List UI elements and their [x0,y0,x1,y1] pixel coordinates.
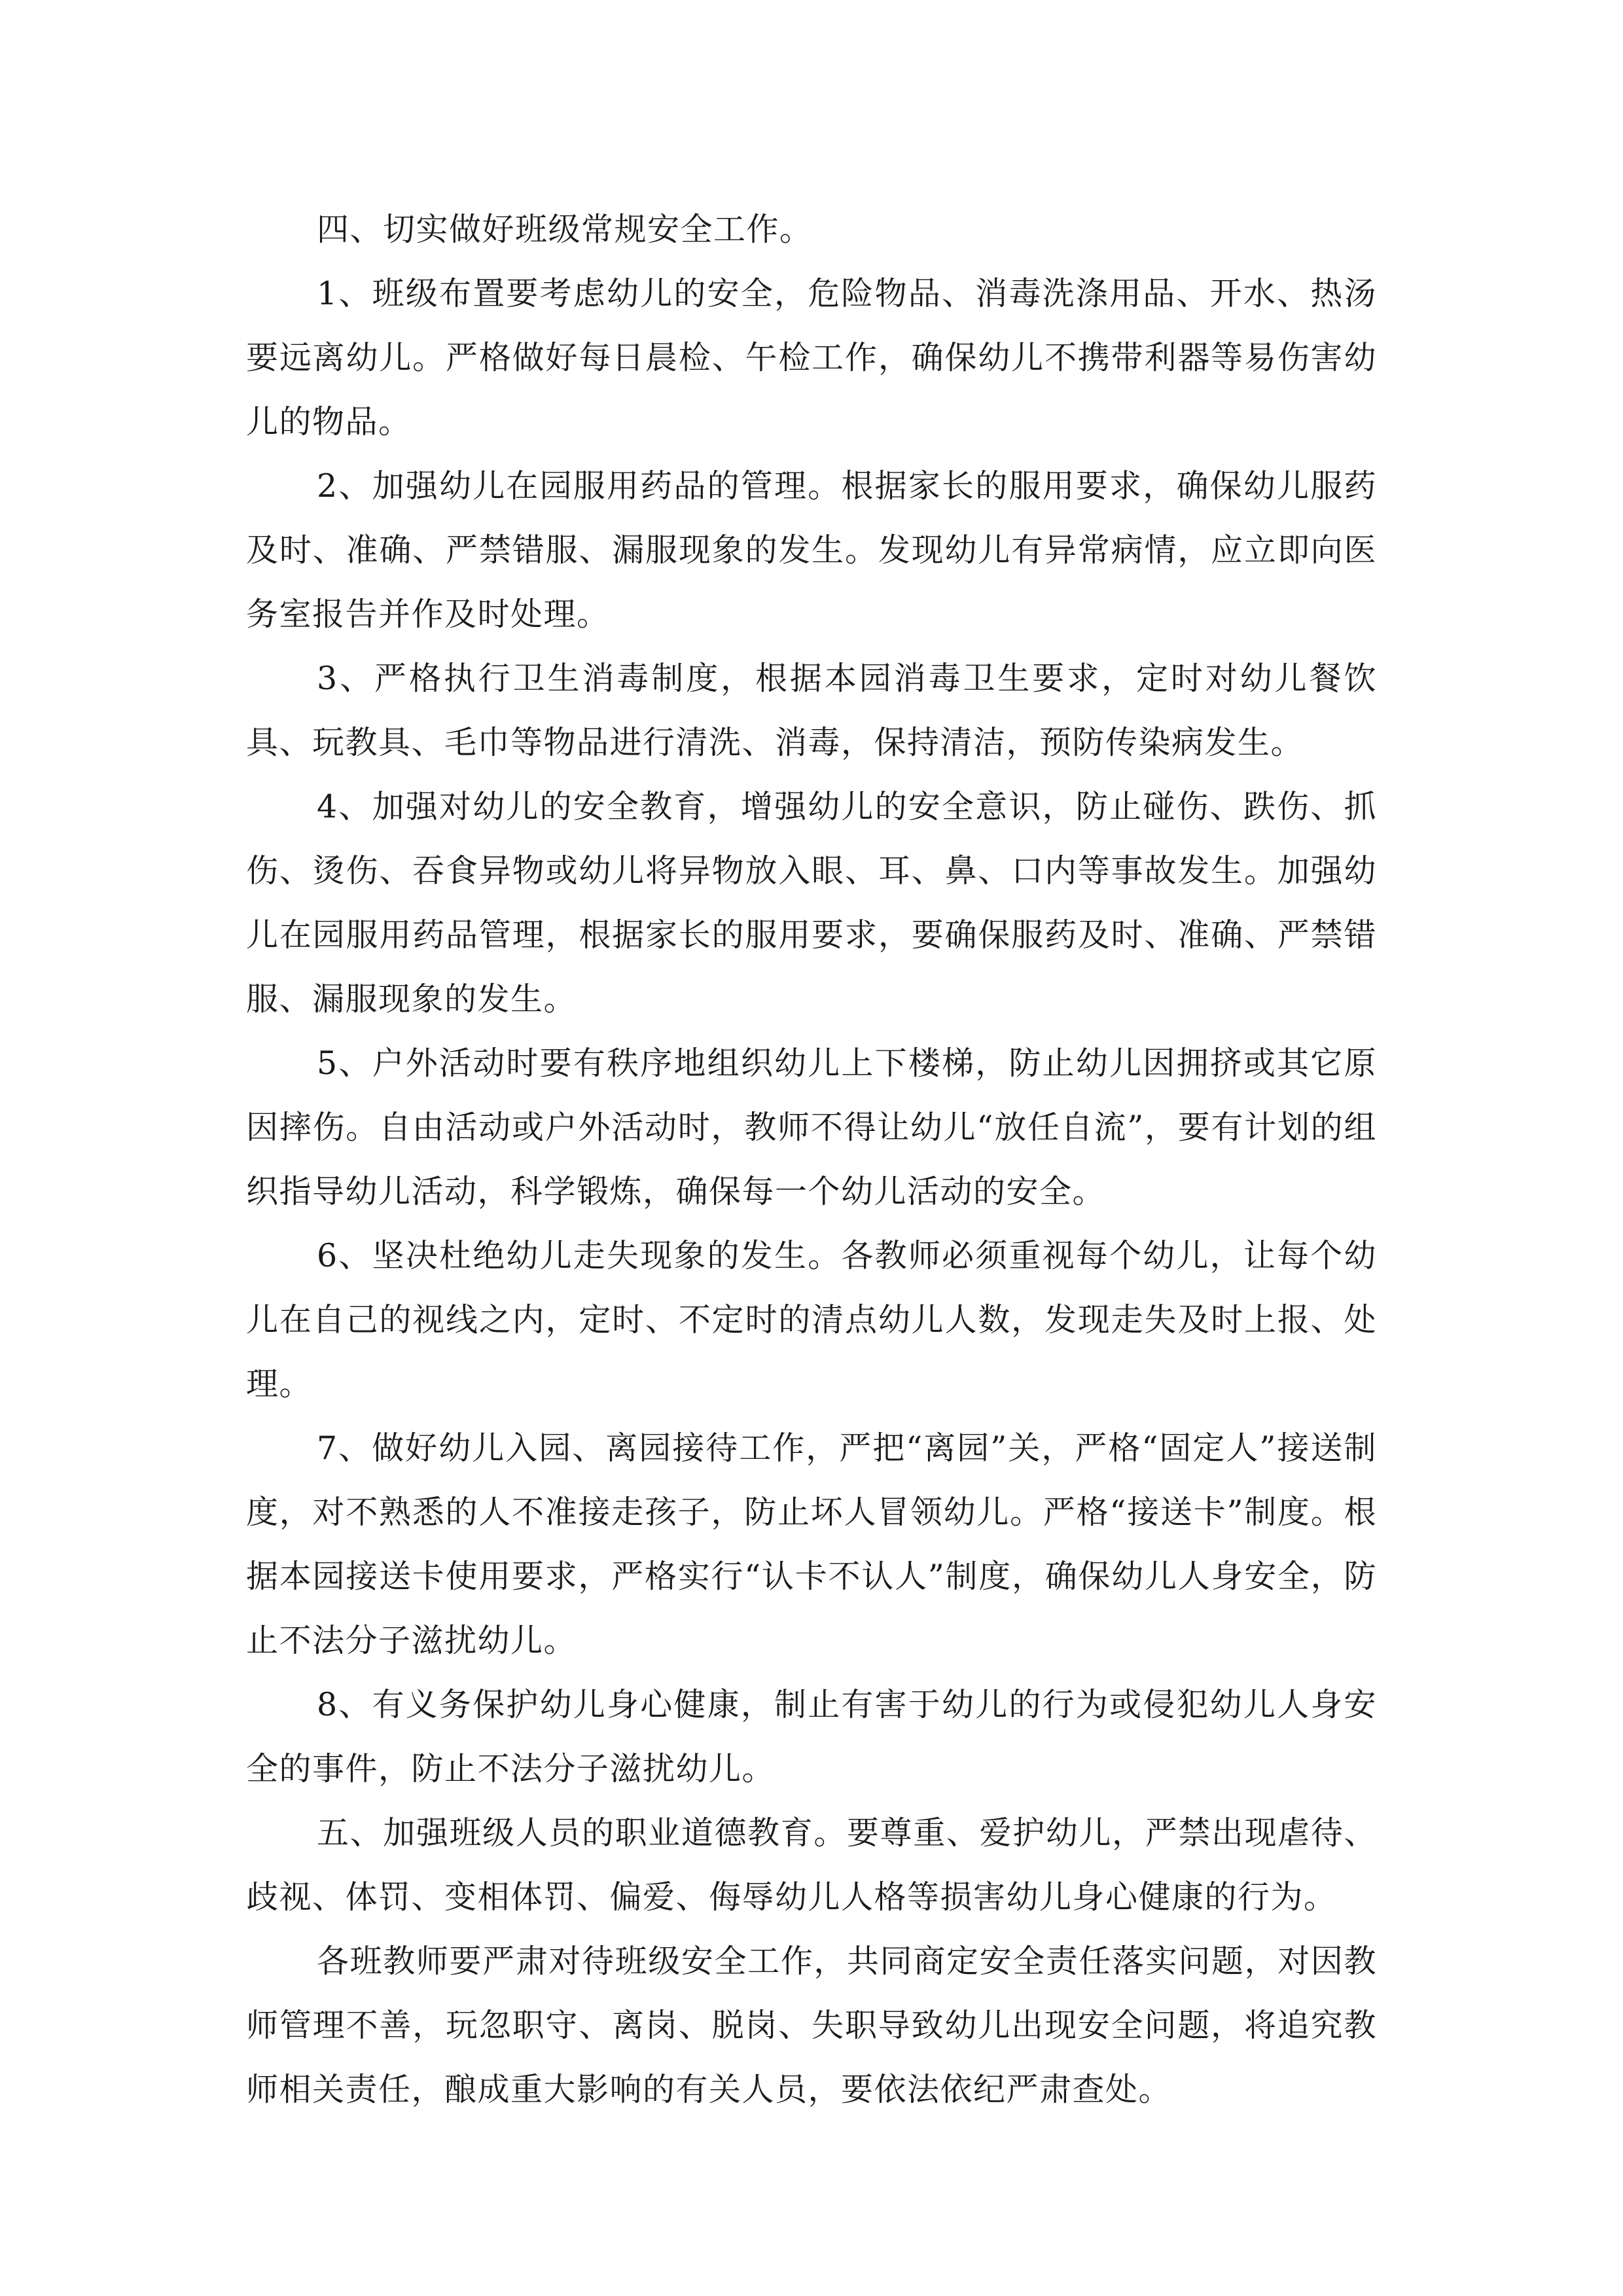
paragraph-item-4: 4、加强对幼儿的安全教育，增强幼儿的安全意识，防止碰伤、跌伤、抓伤、烫伤、吞食异物或幼儿将异物放入眼、耳、鼻、口内等事故发生。加强幼儿在园服用药品管理，根据家长的服用要求，要确保服药及时、准确、严禁错服、漏服现象的发生。 [246,788,1377,1018]
section-heading-5: 五、加强班级人员的职业道德教育。要尊重、爱护幼儿，严禁出现虐待、歧视、体罚、变相体罚、偏爱、侮辱幼儿人格等损害幼儿身心健康的行为。 [246,1814,1377,1916]
paragraph-item-1: 1、班级布置要考虑幼儿的安全，危险物品、消毒洗涤用品、开水、热汤要远离幼儿。严格做好每日晨检、午检工作，确保幼儿不携带利器等易伤害幼儿的物品。 [246,275,1377,440]
paragraph-item-3: 3、严格执行卫生消毒制度，根据本园消毒卫生要求，定时对幼儿餐饮具、玩教具、毛巾等物品进行清洗、消毒，保持清洁，预防传染病发生。 [246,660,1377,761]
document-body [246,198,1377,2122]
paragraph-item-8: 8、有义务保护幼儿身心健康，制止有害于幼儿的行为或侵犯幼儿人身安全的事件，防止不法分子滋扰幼儿。 [246,1686,1377,1787]
closing-paragraph: 各班教师要严肃对待班级安全工作，共同商定安全责任落实问题，对因教师管理不善，玩忽职守、离岗、脱岗、失职导致幼儿出现安全问题，将追究教师相关责任，酿成重大影响的有关人员，要依法依纪严肃查处。 [246,1943,1377,2108]
section-heading-4: 四、切实做好班级常规安全工作。 [317,211,813,248]
paragraph-item-6: 6、坚决杜绝幼儿走失现象的发生。各教师必须重视每个幼儿，让每个幼儿在自己的视线之内，定时、不定时的清点幼儿人数，发现走失及时上报、处理。 [246,1237,1377,1403]
paragraph-item-5: 5、户外活动时要有秩序地组织幼儿上下楼梯，防止幼儿因拥挤或其它原因摔伤。自由活动或户外活动时，教师不得让幼儿“放任自流”，要有计划的组织指导幼儿活动，科学锻炼，确保每一个幼儿活动的安全。 [246,1045,1377,1210]
paragraph-item-7: 7、做好幼儿入园、离园接待工作，严把“离园”关，严格“固定人”接送制度，对不熟悉的人不准接走孩子，防止坏人冒领幼儿。严格“接送卡”制度。根据本园接送卡使用要求，严格实行“认卡不认人”制度，确保幼儿人身安全，防止不法分子滋扰幼儿。 [246,1429,1377,1659]
paragraph-item-2: 2、加强幼儿在园服用药品的管理。根据家长的服用要求，确保幼儿服药及时、准确、严禁错服、漏服现象的发生。发现幼儿有异常病情，应立即向医务室报告并作及时处理。 [246,467,1377,633]
